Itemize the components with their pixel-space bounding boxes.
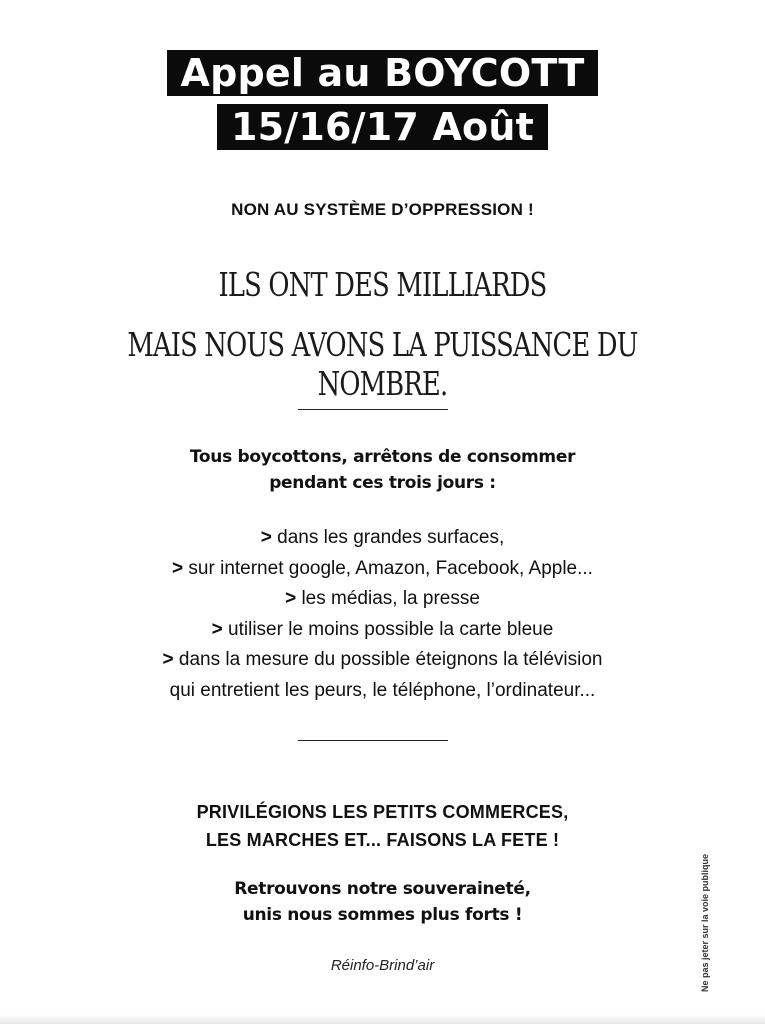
call-line-1: Tous boycottons, arrêtons de consommer	[189, 447, 576, 467]
slogan-line-2: MAIS NOUS AVONS LA PUISSANCE DU NOMBRE.	[127, 325, 638, 403]
list-item	[0, 584, 765, 615]
list-item-text: utiliser le moins possible la carte bleue	[228, 618, 554, 640]
list-marker: >	[260, 527, 272, 548]
divider-top	[298, 409, 448, 410]
title-line-1-block	[0, 50, 765, 96]
privilege-line-2: LES MARCHES ET... FAISONS LA FETE !	[205, 830, 560, 850]
boycott-list	[0, 523, 765, 706]
slogan-line-1: ILS ONT DES MILLIARDS	[218, 265, 547, 304]
signature: Réinfo-Brind’air	[330, 957, 435, 974]
list-item-continuation: qui entretient les peurs, le téléphone, l’ordinateur...	[169, 679, 596, 701]
list-marker: >	[211, 618, 223, 640]
vertical-disposal-note: Ne pas jeter sur la voie publique	[700, 853, 710, 992]
list-item	[0, 554, 765, 585]
title-line-1: Appel au BOYCOTT	[167, 50, 599, 96]
sovereignty-line-1: Retrouvons notre souveraineté,	[234, 879, 531, 899]
divider-bottom	[298, 740, 448, 741]
page-bottom-shade	[0, 1014, 765, 1024]
list-item	[0, 645, 765, 676]
sovereignty-line-2: unis nous sommes plus forts !	[242, 905, 523, 925]
list-item-text: sur internet google, Amazon, Facebook, Apple...	[188, 557, 593, 579]
list-item-text: dans la mesure du possible éteignons la télévision	[178, 649, 603, 670]
list-marker: >	[162, 649, 174, 670]
list-item	[0, 615, 765, 646]
list-item-text: dans les grandes surfaces,	[277, 527, 505, 548]
title-line-2-block	[0, 104, 765, 150]
list-marker: >	[172, 557, 184, 579]
privilege-line-1: PRIVILÉGIONS LES PETITS COMMERCES,	[196, 802, 569, 822]
subtitle: NON AU SYSTÈME D’OPPRESSION !	[231, 200, 534, 219]
title-line-2: 15/16/17 Août	[217, 104, 548, 150]
list-item-text: les médias, la presse	[301, 588, 480, 609]
list-marker: >	[285, 588, 297, 609]
call-line-2: pendant ces trois jours :	[269, 473, 496, 493]
list-item	[0, 523, 765, 554]
